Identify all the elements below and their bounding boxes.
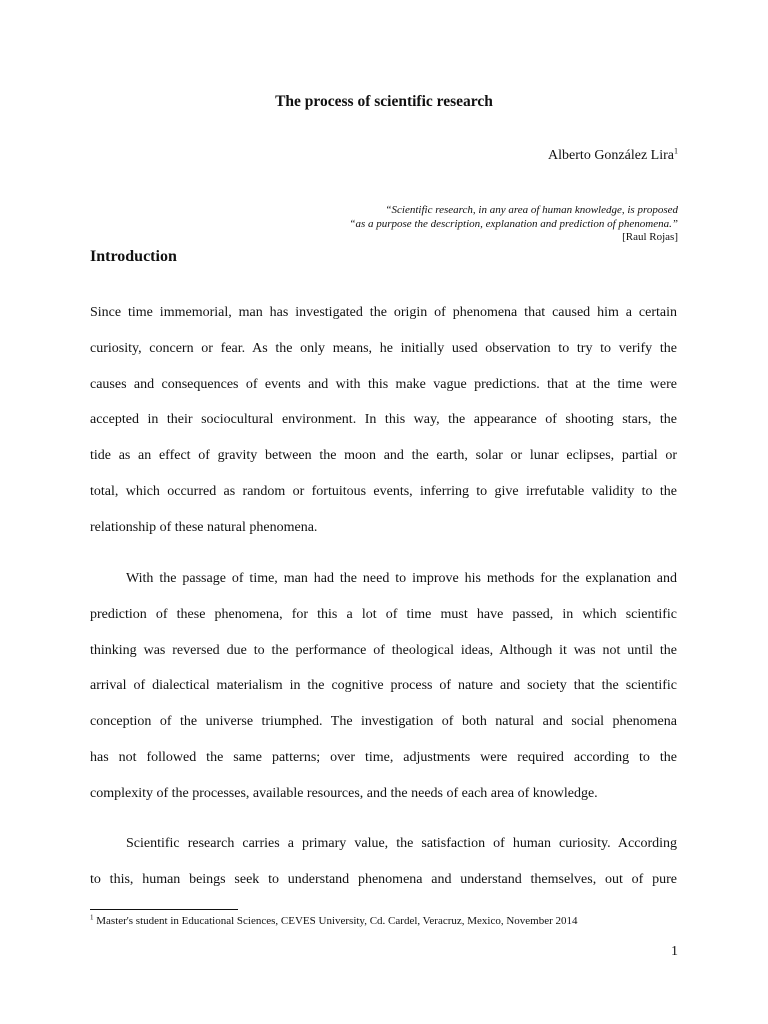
paragraph-2 (90, 561, 677, 812)
footnote-text: Master's student in Educational Sciences, CEVES University, Cd. Cardel, Veracruz, Mexico, November 2014 (93, 915, 578, 927)
footnote-mark: 1 (90, 913, 94, 922)
paragraph-line: relationship of these natural phenomena. (90, 519, 318, 535)
paragraph-line: Since time immemorial, man has investigated the origin of phenomena that caused him a certain (90, 305, 677, 320)
paragraph-line: to this, human beings seek to understand phenomena and understand themselves, out of pure (90, 871, 677, 887)
paragraph-line: has not followed the same patterns; over time, adjustments were required according to the (90, 749, 677, 765)
paragraph-line: total, which occurred as random or fortuitous events, inferring to give irrefutable validity to the (90, 483, 677, 499)
footnote-separator (90, 909, 238, 910)
author-name (548, 148, 678, 164)
paragraph-line: thinking was reversed due to the performance of theological ideas, Although it was not until the (90, 642, 677, 658)
paragraph-line: Scientific research carries a primary value, the satisfaction of human curiosity. According (126, 836, 677, 851)
paragraph-line: tide as an effect of gravity between the moon and the earth, solar or lunar eclipses, partial or (90, 448, 677, 464)
paragraph-line: complexity of the processes, available resources, and the needs of each area of knowledge. (90, 785, 598, 801)
document-title: The process of scientific research (275, 93, 493, 110)
paragraph-line: curiosity, concern or fear. As the only means, he initially used observation to try to verify the (90, 340, 677, 356)
paragraph-line: prediction of these phenomena, for this a lot of time must have passed, in which scientific (90, 606, 677, 622)
epigraph (218, 204, 678, 245)
epigraph-line-1: “Scientific research, in any area of human knowledge, is proposed (385, 204, 678, 216)
page-number: 1 (671, 944, 678, 959)
footnote (90, 915, 578, 927)
author-name-text: Alberto González Lira (548, 148, 674, 163)
paragraph-1 (90, 295, 677, 546)
paragraph-line: accepted in their sociocultural environment. In this way, the appearance of shooting stars, the (90, 412, 677, 428)
paragraph-3 (90, 826, 677, 898)
epigraph-attribution: [Raul Rojas] (622, 231, 678, 243)
paragraph-line: With the passage of time, man had the need to improve his methods for the explanation and (126, 571, 677, 586)
paragraph-line: conception of the universe triumphed. The investigation of both natural and social phenomena (90, 714, 677, 730)
paragraph-line: causes and consequences of events and with this make vague predictions. that at the time were (90, 376, 677, 392)
author-footnote-mark[interactable]: 1 (674, 146, 678, 156)
section-heading-introduction: Introduction (90, 248, 177, 265)
paragraph-line: arrival of dialectical materialism in the cognitive process of nature and society that the scientific (90, 678, 677, 694)
epigraph-line-2: “as a purpose the description, explanation and prediction of phenomena.” (349, 217, 678, 230)
